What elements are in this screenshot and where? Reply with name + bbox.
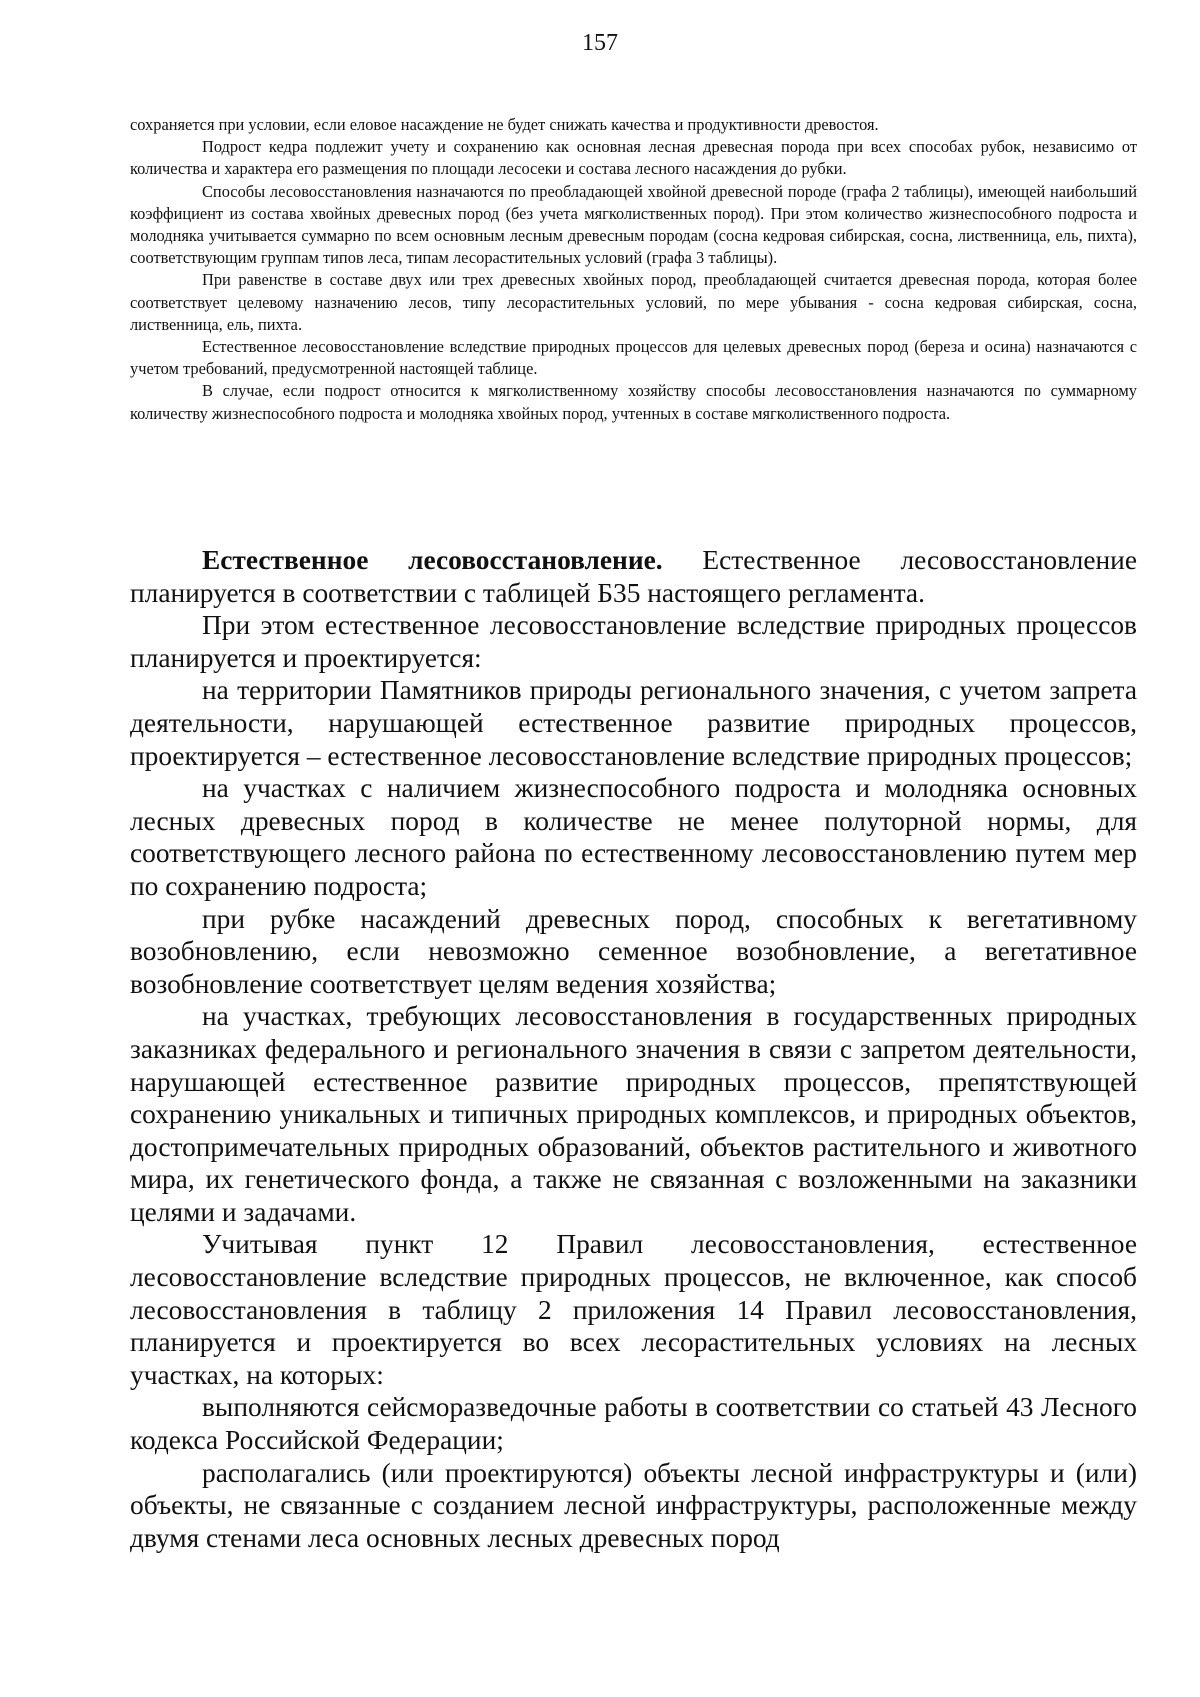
section-intro-paragraph [130, 544, 1137, 609]
paragraph-seismic: выполняются сейсморазведочные работы в соответствии со статьей 43 Лесного кодекса Российской Федерации; [130, 1392, 1137, 1456]
small-paragraph-continuation: сохраняется при условии, если еловое насаждение не будет снижать качества и продуктивности древостоя. [130, 115, 879, 134]
paragraph-rule-12: Учитывая пункт 12 Правил лесовосстановления, естественное лесовосстановление вследствие природных процессов, не включенное, как способ лесовосстановления в таблицу 2 приложения 14 Правил лесовосстановления, планируется и проектируется во всех лесорастительных условиях на лесных участках, на которых: [130, 1229, 1137, 1390]
paragraph-infrastructure: располагались (или проектируются) объекты лесной инфраструктуры и (или) объекты, не связанные с созданием лесной инфраструктуры, расположенные между двумя стенами леса основных лесных древесных пород [130, 1457, 1137, 1553]
paragraph-undergrowth: на участках с наличием жизнеспособного подроста и молодняка основных лесных древесных пород в количестве не менее полуторной нормы, для соответствующего лесного района по естественному лесовосстановлению путем мер по сохранению подроста; [130, 773, 1137, 901]
section-heading: Естественное лесовосстановление. [202, 545, 663, 575]
main-text-section [130, 544, 1137, 1554]
small-paragraph-methods: Способы лесовосстановления назначаются по преобладающей хвойной древесной породе (графа 2 таблицы), имеющей наибольший коэффициент из состава хвойных древесных пород (без учета мягколиственных пород). При этом количество жизнеспособного подроста и молодняка учитывается суммарно по всем основным лесным древесным породам (сосна кедровая сибирская, сосна, лиственница, ель, пихта), соответствующим группам типов леса, типам лесорастительных условий (графа 3 таблицы). [130, 181, 1137, 268]
paragraph-planning: При этом естественное лесовосстановление вследствие природных процессов планируется и проектируется: [130, 610, 1137, 673]
section-intro-text: Естественное лесовосстановление планируется в соответствии с таблицей Б35 настоящего регламента. [130, 545, 1137, 608]
small-paragraph-cedar: Подрост кедра подлежит учету и сохранению как основная лесная древесная порода при всех способах рубок, независимо от количества и характера его размещения по площади лесосеки и состава лесного насаждения до рубки. [130, 137, 1137, 179]
page-number: 157 [582, 30, 618, 56]
paragraph-reserves: на участках, требующих лесовосстановления в государственных природных заказниках федерального и регионального значения в связи с запретом деятельности, нарушающей естественное развитие природных процессов, препятствующей сохранению уникальных и типичных природных комплексов, и природных объектов, достопримечательных природных образований, объектов растительного и животного мира, их генетического фонда, а также не связанная с возложенными на заказники целями и задачами. [130, 1001, 1137, 1227]
paragraph-vegetative: при рубке насаждений древесных пород, способных к вегетативному возобновлению, если невозможно семенное возобновление, а вегетативное возобновление соответствует целям ведения хозяйства; [130, 903, 1137, 999]
small-text-section [130, 114, 1137, 425]
small-paragraph-natural: Естественное лесовосстановление вследствие природных процессов для целевых древесных пород (береза и осина) назначаются с учетом требований, предусмотренной настоящей таблице. [130, 337, 1137, 379]
paragraph-monuments: на территории Памятников природы регионального значения, с учетом запрета деятельности, нарушающей естественное развитие природных процессов, проектируется – естественное лесовосстановление вследствие природных процессов; [130, 675, 1137, 771]
small-paragraph-softwood: В случае, если подрост относится к мягколиственному хозяйству способы лесовосстановления назначаются по суммарному количеству жизнеспособного подроста и молодняка хвойных пород, учтенных в составе мягколиственного подроста. [130, 381, 1137, 423]
small-paragraph-equality: При равенстве в составе двух или трех древесных хвойных пород, преобладающей считается древесная порода, которая более соответствует целевому назначению лесов, типу лесорастительных условий, по мере убывания - сосна кедровая сибирская, сосна, лиственница, ель, пихта. [130, 270, 1137, 334]
